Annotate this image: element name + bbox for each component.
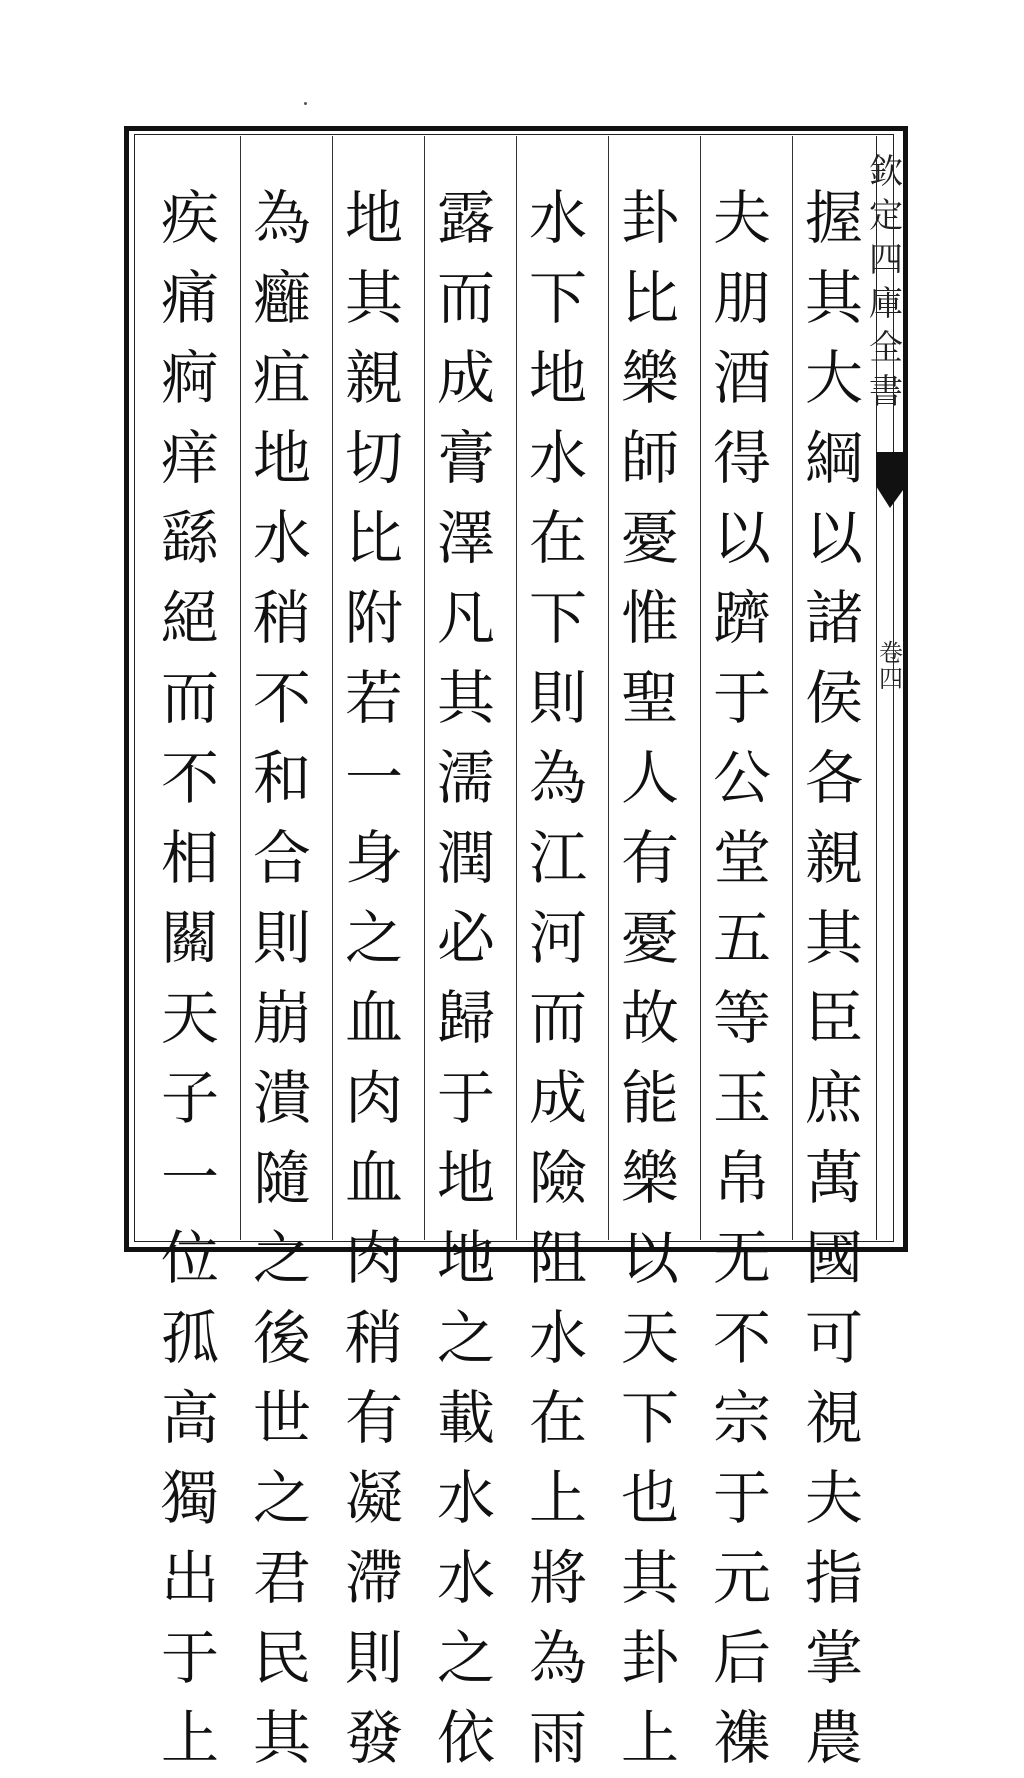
character: 天 [160,984,219,1052]
column-divider [424,136,425,1240]
character: 河 [528,904,587,972]
character: 在 [528,1384,587,1452]
character: 歸 [436,984,495,1052]
character: 酒 [712,344,771,412]
character: 則 [344,1624,403,1692]
character: 卦 [620,1624,679,1692]
character: 發 [344,1704,403,1772]
character: 和 [252,744,311,812]
character: 樂 [620,344,679,412]
character: 也 [620,1464,679,1532]
character: 世 [252,1384,311,1452]
character: 成 [436,344,495,412]
character: 水 [528,424,587,492]
character: 夫 [712,184,771,252]
character: 水 [436,1544,495,1612]
character: 比 [620,264,679,332]
character: 得 [712,424,771,492]
character: 臣 [804,984,863,1052]
character: 膏 [436,424,495,492]
fishtail-notch [876,486,906,508]
character: 身 [344,824,403,892]
title-character: 欽 [869,152,903,192]
character: 出 [160,1544,219,1612]
character: 地 [344,184,403,252]
character: 為 [528,744,587,812]
character: 以 [712,504,771,572]
character: 侯 [804,664,863,732]
character: 水 [252,504,311,572]
character: 上 [160,1704,219,1772]
character: 地 [436,1144,495,1212]
volume-character: 卷 [879,639,903,667]
character: 之 [252,1464,311,1532]
character: 稍 [252,584,311,652]
character: 五 [712,904,771,972]
character: 卦 [620,184,679,252]
text-column [792,178,876,1772]
character: 澤 [436,504,495,572]
character: 潰 [252,1064,311,1132]
character: 絕 [160,584,219,652]
column-divider [332,136,333,1240]
character: 玉 [712,1064,771,1132]
character: 師 [620,424,679,492]
character: 憂 [620,904,679,972]
character: 肉 [344,1224,403,1292]
character: 癰 [252,264,311,332]
character: 一 [344,744,403,812]
character: 為 [252,184,311,252]
character: 疾 [160,184,219,252]
character: 惟 [620,584,679,652]
character: 疽 [252,344,311,412]
character: 痾 [160,344,219,412]
text-column [148,178,232,1772]
character: 庶 [804,1064,863,1132]
character: 崩 [252,984,311,1052]
character: 將 [528,1544,587,1612]
character: 國 [804,1224,863,1292]
character: 成 [528,1064,587,1132]
character: 江 [528,824,587,892]
fishtail-mark [876,452,906,486]
character: 故 [620,984,679,1052]
text-column [332,178,416,1772]
character: 隨 [252,1144,311,1212]
character: 位 [160,1224,219,1292]
character: 農 [804,1704,863,1772]
character: 握 [804,184,863,252]
character: 其 [804,904,863,972]
character: 諸 [804,584,863,652]
column-divider [792,136,793,1240]
character: 凝 [344,1464,403,1532]
column-divider [700,136,701,1240]
text-column [240,178,324,1772]
character: 水 [528,184,587,252]
character: 上 [620,1704,679,1772]
character: 掌 [804,1624,863,1692]
character: 夫 [804,1464,863,1532]
character: 各 [804,744,863,812]
character: 人 [620,744,679,812]
character: 而 [436,264,495,332]
character: 必 [436,904,495,972]
character: 指 [804,1544,863,1612]
title-character: 四 [869,240,903,280]
character: 朋 [712,264,771,332]
character: 則 [252,904,311,972]
character: 則 [528,664,587,732]
character: 襍 [712,1704,771,1772]
character: 親 [344,344,403,412]
character: 血 [344,984,403,1052]
column-divider [516,136,517,1240]
character: 地 [528,344,587,412]
character: 切 [344,424,403,492]
character: 比 [344,504,403,572]
character: 公 [712,744,771,812]
ink-speck [304,102,307,105]
character: 于 [712,664,771,732]
column-divider [240,136,241,1240]
character: 孤 [160,1304,219,1372]
character: 憂 [620,504,679,572]
column-divider [608,136,609,1240]
character: 雨 [528,1704,587,1772]
title-character: 庫 [869,284,903,324]
character: 无 [712,1224,771,1292]
character: 凡 [436,584,495,652]
character: 在 [528,504,587,572]
character: 之 [252,1224,311,1292]
character: 天 [620,1304,679,1372]
character: 附 [344,584,403,652]
character: 有 [344,1384,403,1452]
character: 不 [712,1304,771,1372]
character: 堂 [712,824,771,892]
character: 一 [160,1144,219,1212]
character: 可 [804,1304,863,1372]
character: 其 [344,264,403,332]
character: 能 [620,1064,679,1132]
character: 險 [528,1144,587,1212]
character: 其 [620,1544,679,1612]
character: 痛 [160,264,219,332]
character: 露 [436,184,495,252]
volume-character: 四 [879,665,903,693]
character: 稍 [344,1304,403,1372]
character: 依 [436,1704,495,1772]
character: 元 [712,1544,771,1612]
character: 之 [436,1624,495,1692]
title-character: 定 [869,196,903,236]
character: 潤 [436,824,495,892]
character: 君 [252,1544,311,1612]
character: 滯 [344,1544,403,1612]
character: 綱 [804,424,863,492]
character: 以 [620,1224,679,1292]
character: 相 [160,824,219,892]
character: 其 [436,664,495,732]
character: 其 [252,1704,311,1772]
character: 聖 [620,664,679,732]
character: 等 [712,984,771,1052]
volume-label [876,640,906,692]
character: 不 [252,664,311,732]
character: 子 [160,1064,219,1132]
character: 後 [252,1304,311,1372]
character: 視 [804,1384,863,1452]
character: 而 [160,664,219,732]
character: 于 [436,1064,495,1132]
text-column [424,178,508,1772]
character: 以 [804,504,863,572]
character: 為 [528,1624,587,1692]
character: 合 [252,824,311,892]
character: 之 [436,1304,495,1372]
title-character: 書 [869,372,903,412]
character: 痒 [160,424,219,492]
character: 載 [436,1384,495,1452]
character: 阻 [528,1224,587,1292]
character: 樂 [620,1144,679,1212]
character: 萬 [804,1144,863,1212]
character: 下 [620,1384,679,1452]
character: 肉 [344,1064,403,1132]
character: 若 [344,664,403,732]
character: 大 [804,344,863,412]
text-column [516,178,600,1772]
character: 濡 [436,744,495,812]
character: 地 [252,424,311,492]
character: 有 [620,824,679,892]
character: 躋 [712,584,771,652]
character: 水 [436,1464,495,1532]
character: 于 [712,1464,771,1532]
character: 于 [160,1624,219,1692]
character: 上 [528,1464,587,1532]
character: 下 [528,584,587,652]
character: 獨 [160,1464,219,1532]
character: 下 [528,264,587,332]
character: 民 [252,1624,311,1692]
character: 后 [712,1624,771,1692]
character: 帛 [712,1144,771,1212]
text-column [700,178,784,1772]
character: 水 [528,1304,587,1372]
title-character: 全 [869,328,903,368]
text-column [608,178,692,1772]
character: 親 [804,824,863,892]
character: 高 [160,1384,219,1452]
character: 之 [344,904,403,972]
character: 而 [528,984,587,1052]
character: 其 [804,264,863,332]
character: 宗 [712,1384,771,1452]
character: 地 [436,1224,495,1292]
character: 不 [160,744,219,812]
character: 關 [160,904,219,972]
character: 繇 [160,504,219,572]
character: 血 [344,1144,403,1212]
